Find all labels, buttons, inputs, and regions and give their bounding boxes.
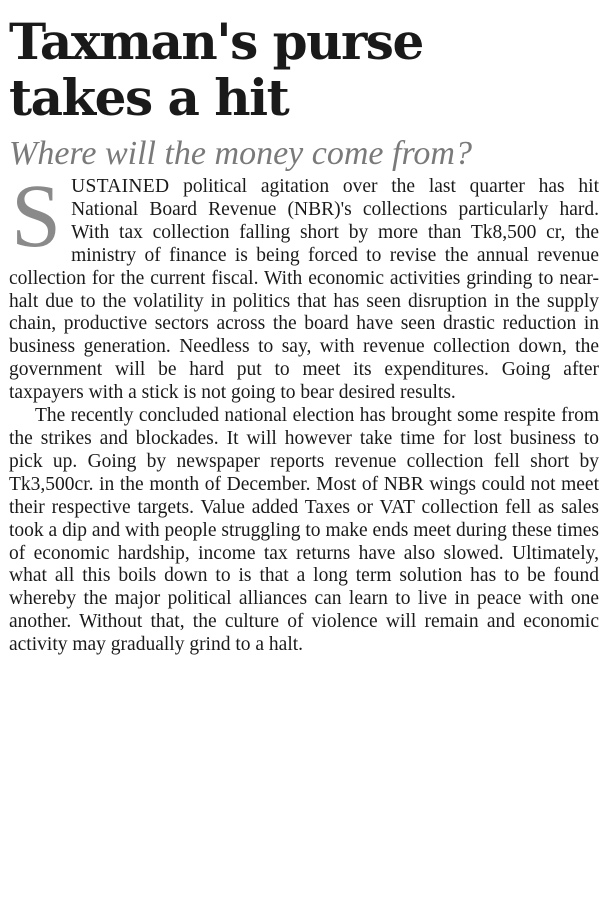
drop-cap-letter: S bbox=[11, 167, 62, 266]
article-body bbox=[9, 167, 599, 657]
lead-word: USTAINED bbox=[71, 176, 170, 197]
editorial-article bbox=[9, 14, 599, 657]
headline bbox=[9, 14, 599, 126]
paragraph-1 bbox=[9, 167, 599, 405]
paragraph-1-text: political agitation over the last quarter has hit National Board Revenue (NBR)'s collections particularly hard. With tax collection falling short by more than Tk8,500 cr, the ministry of finance is being forced to revise the annual revenue collection for the current fiscal. With economic activities grinding to near-halt due to the volatility in politics that has seen disruption in the supply chain, productive sectors across the board have seen drastic reduction in business generation. Needless to say, with revenue collection down, the government will be hard put to meet its expenditures. Going after taxpayers with a stick is not going to bear desired results. bbox=[9, 176, 599, 404]
headline-line-2: takes a hit bbox=[9, 68, 289, 127]
subheadline: Where will the money come from? bbox=[9, 135, 472, 172]
headline-line-1: Taxman's purse bbox=[9, 12, 423, 71]
paragraph-2: The recently concluded national election has brought some respite from the strikes and blockades. It will however take time for lost business to pick up. Going by newspaper reports revenue collection fell short by Tk3,500cr. in the month of December. Most of NBR wings could not meet their respective targets. Value added Taxes or VAT collection fell as sales took a dip and with people struggling to make ends meet during these times of economic hardship, income tax returns have also slowed. Ultimately, what all this boils down to is that a long term solution has to be found whereby the major political alliances can learn to live in peace with one another. Without that, the culture of violence will remain and economic activity may gradually grind to a halt. bbox=[9, 405, 599, 656]
